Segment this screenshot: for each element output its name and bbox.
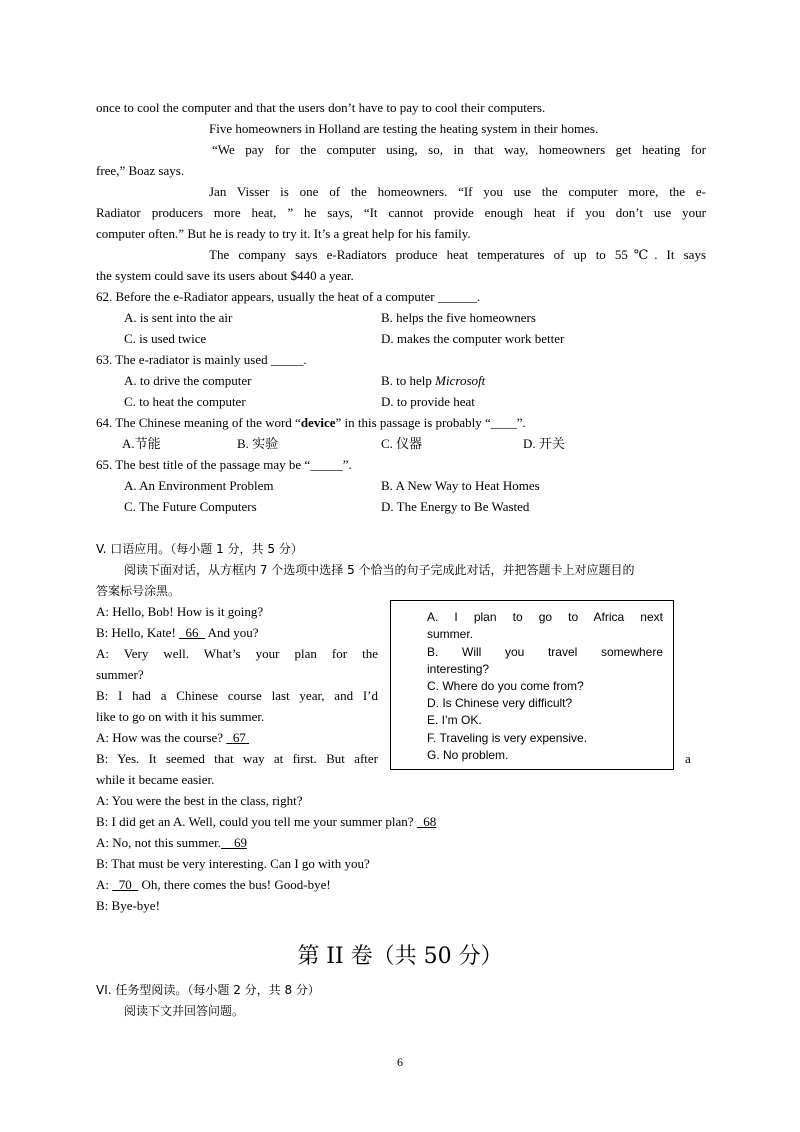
dialog-line-tail: a: [685, 751, 691, 766]
dialog-line: B: That must be very interesting. Can I go with you?: [96, 856, 370, 871]
passage-line: computer often.” But he is ready to try it. It’s a great help for his family.: [96, 226, 471, 241]
dialog-line: like to go on with it his summer.: [96, 709, 265, 724]
box-option-g: G. No problem.: [427, 748, 509, 762]
question-65-option-a: A. An Environment Problem: [124, 478, 274, 493]
passage-line: the system could save its users about $440 a year.: [96, 268, 354, 283]
box-option-a-cont: summer.: [427, 627, 474, 641]
question-64-option-c: C. 仪器: [381, 436, 423, 451]
section-5-heading: V. 口语应用。（每小题 1 分，共 5 分）: [96, 542, 303, 556]
blank-68: [417, 814, 437, 829]
option-italic-text: Microsoft: [435, 373, 486, 388]
box-option-d: D. Is Chinese very difficult?: [427, 696, 573, 710]
dialog-text: A: No, not this summer.: [96, 835, 221, 850]
passage-line: Jan Visser is one of the homeowners. “If you use the computer more, the e-: [209, 184, 706, 199]
dialog-text: B: I did get an A. Well, could you tell me your summer plan?: [96, 814, 417, 829]
passage-line: The company says e-Radiators produce heat temperatures of up to 55℃. It says: [209, 247, 706, 262]
blank-69: [221, 835, 247, 850]
blank-67: [226, 730, 249, 745]
dialog-line: B: Bye-bye!: [96, 898, 160, 913]
question-63-option-b: [381, 372, 485, 390]
dialog-line: [96, 876, 706, 894]
stem-text: 64. The Chinese meaning of the word “: [96, 415, 301, 430]
question-63-option-a: A. to drive the computer: [124, 373, 252, 388]
blank-number: 66: [185, 625, 199, 640]
question-63-option-d: D. to provide heat: [381, 394, 475, 409]
question-62-stem: 62. Before the e-Radiator appears, usually the heat of a computer ______.: [96, 289, 481, 304]
box-option-e: E. I’m OK.: [427, 713, 482, 727]
passage-line: Radiator producers more heat, ” he says, “It cannot provide enough heat if you don’t use your: [96, 205, 706, 220]
section-5-instruction: 阅读下面对话，从方框内 7 个选项中选择 5 个恰当的句子完成此对话，并把答题卡上对应题目的: [124, 563, 635, 577]
dialog-line: [96, 729, 378, 747]
dialog-text: And you?: [205, 625, 259, 640]
box-option-c: C. Where do you come from?: [427, 679, 584, 693]
page-number: 6: [397, 1055, 403, 1069]
blank-number: 70: [118, 877, 132, 892]
dialog-text: Oh, there comes the bus! Good-bye!: [138, 877, 331, 892]
question-65-option-c: C. The Future Computers: [124, 499, 257, 514]
question-63-stem: 63. The e-radiator is mainly used _____.: [96, 352, 307, 367]
dialog-line: A: Very well. What’s your plan for the: [96, 646, 378, 661]
dialog-line: B: I had a Chinese course last year, and I’d: [96, 688, 378, 703]
question-62-option-d: D. makes the computer work better: [381, 331, 565, 346]
question-64-option-d: D. 开关: [523, 436, 565, 451]
dialog-line: [96, 834, 706, 852]
question-62-option-a: A. is sent into the air: [124, 310, 233, 325]
dialog-text: A: How was the course?: [96, 730, 227, 745]
passage-line: free,” Boaz says.: [96, 163, 185, 178]
blank-number: 68: [423, 814, 437, 829]
question-64-option-a: A.节能: [122, 436, 161, 451]
question-62-option-b: B. helps the five homeowners: [381, 310, 536, 325]
dialog-line: [96, 624, 378, 642]
dialog-line: summer?: [96, 667, 144, 682]
option-text: B. to help: [381, 373, 436, 388]
box-option-b: B. Will you travel somewhere: [427, 645, 663, 659]
question-65-option-b: B. A New Way to Heat Homes: [381, 478, 540, 493]
blank-number: 67: [232, 730, 246, 745]
box-option-b-cont: interesting?: [427, 662, 490, 676]
dialog-text: B: Hello, Kate!: [96, 625, 180, 640]
blank-number: 69: [233, 835, 247, 850]
question-64-option-b: B. 实验: [237, 436, 279, 451]
box-option-f: F. Traveling is very expensive.: [427, 731, 588, 745]
stem-bold-word: device: [300, 415, 336, 430]
dialog-line: A: You were the best in the class, right?: [96, 793, 303, 808]
question-65-stem: 65. The best title of the passage may be “_____”.: [96, 457, 352, 472]
passage-line: Five homeowners in Holland are testing the heating system in their homes.: [209, 121, 599, 136]
section-6-heading: VI. 任务型阅读。（每小题 2 分，共 8 分）: [96, 983, 320, 997]
part-2-title: 第 II 卷（共 50 分）: [297, 944, 503, 969]
question-64-stem: [96, 414, 706, 432]
question-65-option-d: D. The Energy to Be Wasted: [381, 499, 530, 514]
passage-line: once to cool the computer and that the users don’t have to pay to cool their computers.: [96, 100, 546, 115]
section-6-instruction: 阅读下文并回答问题。: [124, 1004, 245, 1018]
dialog-line: B: Yes. It seemed that way at first. But after: [96, 751, 378, 766]
dialog-line: [96, 813, 706, 831]
section-5-instruction: 答案标号涂黑。: [96, 584, 181, 598]
question-62-option-c: C. is used twice: [124, 331, 207, 346]
stem-text: ” in this passage is probably “____”.: [335, 415, 526, 430]
passage-line: “We pay for the computer using, so, in that way, homeowners get heating for: [212, 142, 706, 157]
box-option-a: A. I plan to go to Africa next: [427, 610, 663, 624]
dialog-line: while it became easier.: [96, 772, 215, 787]
options-box: [390, 600, 674, 770]
blank-70: [112, 877, 138, 892]
blank-66: [179, 625, 205, 640]
dialog-line: A: Hello, Bob! How is it going?: [96, 604, 264, 619]
dialog-text: A:: [96, 877, 113, 892]
question-63-option-c: C. to heat the computer: [124, 394, 246, 409]
